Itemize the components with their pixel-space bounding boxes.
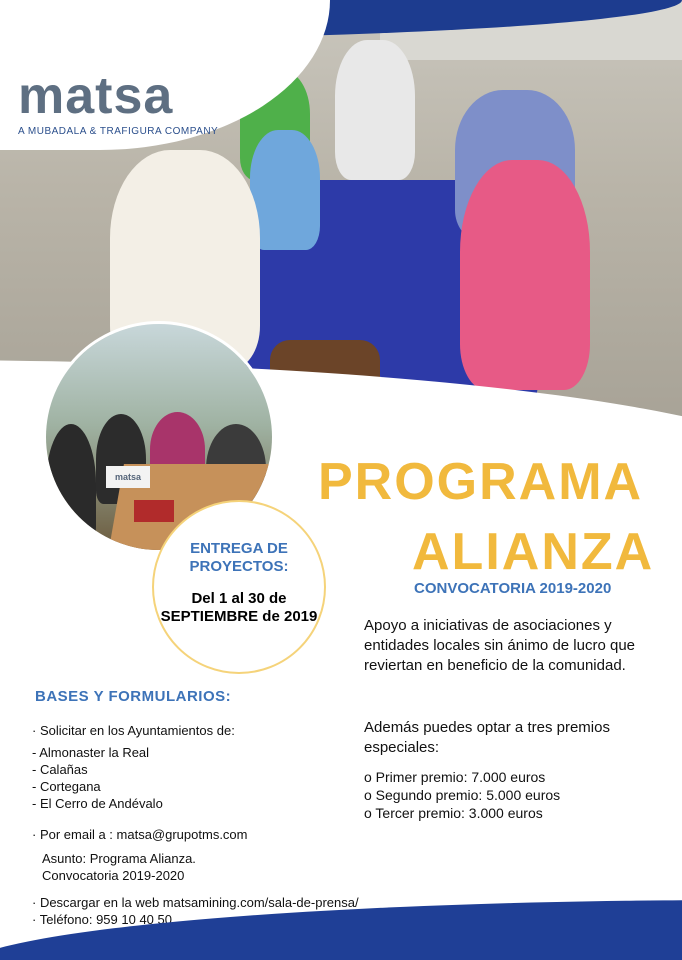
- premio-item: o Primer premio: 7.000 euros: [364, 769, 546, 785]
- person-left: [46, 424, 96, 544]
- telefono-line: · Teléfono: 959 10 40 50: [32, 912, 172, 927]
- bottom-wave-mask: [0, 905, 682, 960]
- person-standing: [335, 40, 415, 180]
- asunto-line-2: Convocatoria 2019-2020: [42, 868, 185, 883]
- entrega-badge: [152, 500, 326, 674]
- premios-intro: Además puedes optar a tres premios especiales:: [364, 719, 610, 756]
- title-alianza: ALIANZA: [412, 523, 655, 581]
- email-line: · Por email a : matsa@grupotms.com: [32, 827, 248, 842]
- program-description: Apoyo a iniciativas de asociaciones y entidades locales sin ánimo de lucro que reviertan en beneficio de la comunidad.: [364, 617, 636, 674]
- premio-item: o Tercer premio: 3.000 euros: [364, 805, 543, 821]
- solicitar-line: · Solicitar en los Ayuntamientos de:: [32, 723, 235, 738]
- game-box: [134, 500, 174, 522]
- person-boy-pink: [460, 160, 590, 390]
- web-line: · Descargar en la web matsamining.com/sala-de-prensa/: [32, 895, 359, 910]
- premio-item: o Segundo premio: 5.000 euros: [364, 787, 561, 803]
- logo-tagline: A MUBADALA & TRAFIGURA COMPANY: [18, 126, 219, 137]
- logo: [18, 67, 219, 137]
- table-sign: matsa: [106, 466, 150, 488]
- person-boy-blue: [250, 130, 320, 250]
- logo-wordmark: matsa: [18, 67, 174, 125]
- title-programa: PROGRAMA: [318, 453, 644, 511]
- asunto-line-1: Asunto: Programa Alianza.: [42, 851, 196, 866]
- ayuntamiento-item: - El Cerro de Andévalo: [32, 796, 163, 811]
- ayuntamiento-item: - Calañas: [32, 762, 88, 777]
- entrega-dates: Del 1 al 30 de SEPTIEMBRE de 2019: [160, 590, 318, 625]
- convocatoria-label: CONVOCATORIA 2019-2020: [414, 580, 612, 597]
- entrega-heading: ENTREGA DE PROYECTOS:: [189, 540, 289, 575]
- ayuntamientos-list: [32, 744, 163, 812]
- premios-list: [364, 768, 560, 822]
- bases-heading: BASES Y FORMULARIOS:: [35, 688, 232, 705]
- ayuntamiento-item: - Almonaster la Real: [32, 745, 150, 760]
- ayuntamiento-item: - Cortegana: [32, 779, 101, 794]
